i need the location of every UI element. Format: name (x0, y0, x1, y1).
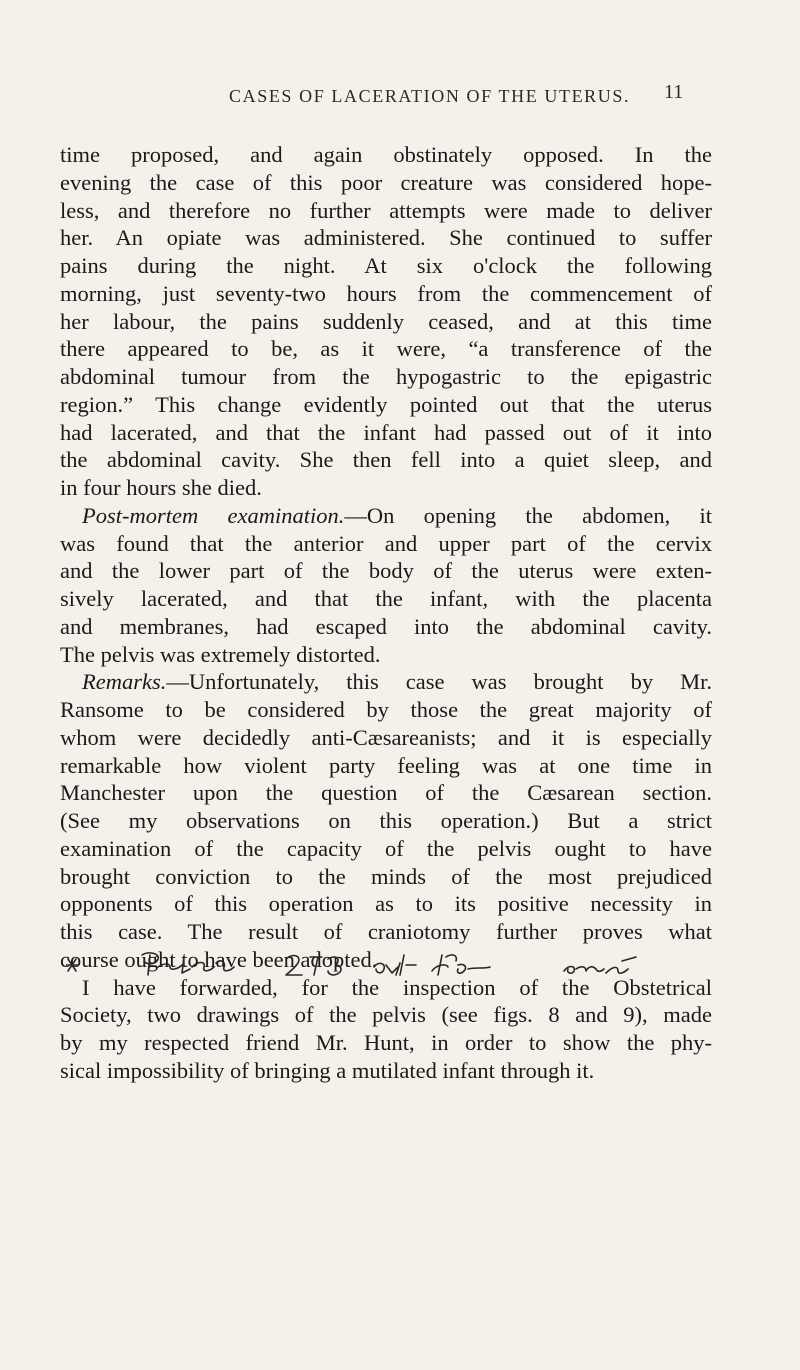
handwritten-signature (66, 945, 716, 985)
text-line: Society, two drawings of the pelvis (see figs. 8 and 9), made (60, 1002, 712, 1028)
text-line: and the lower part of the body of the uterus were exten- (60, 558, 712, 584)
text-line: this case. The result of craniotomy further proves what (60, 919, 712, 944)
text-line: was found that the anterior and upper part of the cervix (60, 530, 712, 556)
post-mortem-heading: Post-mortem examination. (82, 502, 345, 528)
text-line: there appeared to be, as it were, “a transference of the (60, 336, 712, 362)
remarks-heading: Remarks. (82, 669, 167, 695)
text-line: abdominal tumour from the hypogastric to the epigastric (60, 364, 712, 389)
text-line: —On opening the abdomen, it (344, 502, 712, 528)
text-line: whom were decidedly anti-Cæsareanists; and it is especially (60, 724, 712, 750)
body-text (60, 141, 712, 1085)
text-line: opponents of this operation as to its positive necessity in (60, 891, 712, 917)
text-line: time proposed, and again obstinately opposed. In the (60, 142, 712, 167)
page-number: 11 (664, 81, 684, 103)
text-line: The pelvis was extremely distorted. (60, 641, 381, 667)
text-line: Ransome to be considered by those the great majority of (60, 697, 712, 722)
text-line: less, and therefore no further attempts were made to deliver (60, 197, 712, 223)
handwritten-annotation (66, 945, 716, 985)
text-line: evening the case of this poor creature was considered hope- (60, 169, 712, 195)
text-line: examination of the capacity of the pelvis ought to have (60, 835, 712, 861)
text-line: morning, just seventy-two hours from the commencement of (60, 280, 712, 306)
text-line: the abdominal cavity. She then fell into a quiet sleep, and (60, 447, 712, 473)
text-line: had lacerated, and that the infant had passed out of it into (60, 419, 712, 445)
text-line: (See my observations on this operation.) But a strict (60, 808, 712, 833)
paragraph-remarks (60, 668, 712, 696)
text-line: pains during the night. At six o'clock the following (60, 253, 712, 278)
text-line: and membranes, had escaped into the abdominal cavity. (60, 613, 712, 639)
text-line: remarkable how violent party feeling was at one time in (60, 752, 712, 778)
text-line: by my respected friend Mr. Hunt, in order to show the phy- (60, 1030, 712, 1055)
handwritten-text (66, 945, 67, 946)
text-line: sively lacerated, and that the infant, with the placenta (60, 586, 712, 611)
running-head: CASES OF LACERATION OF THE UTERUS. (229, 86, 631, 106)
text-line: her. An opiate was administered. She continued to suffer (60, 225, 712, 251)
text-line: in four hours she died. (60, 475, 262, 500)
text-line: her labour, the pains suddenly ceased, and at this time (60, 308, 712, 334)
text-line: brought conviction to the minds of the most prejudiced (60, 863, 712, 889)
paragraph-post-mortem (60, 502, 712, 530)
text-line: sical impossibility of bringing a mutilated infant through it. (60, 1057, 595, 1083)
text-line: Manchester upon the question of the Cæsarean section. (60, 780, 712, 806)
text-line: —Unfortunately, this case was brought by Mr. (166, 669, 712, 695)
text-line: course ought to have been adopted. (60, 946, 378, 972)
text-line: region.” This change evidently pointed out that the uterus (60, 391, 712, 417)
text-line: I have forwarded, for the inspection of the Obstetrical (82, 974, 712, 1000)
